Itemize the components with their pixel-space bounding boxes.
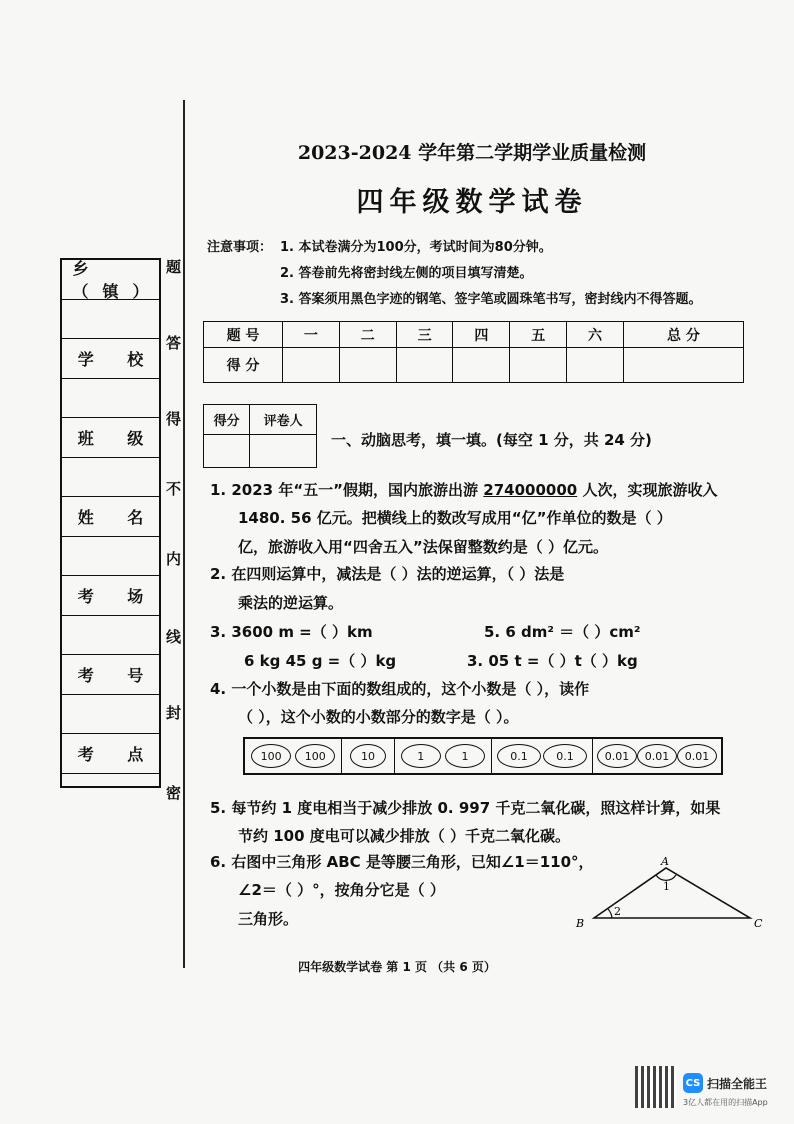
question-6-line[interactable]: ∠2＝（ ）°，按角分它是（ ） [238, 881, 445, 899]
score-cell[interactable] [567, 348, 624, 383]
vertex-label-b: B [576, 917, 585, 930]
question-text: 人次，实现旅游收入 [577, 481, 718, 499]
info-field-label: 姓 名 [62, 497, 159, 537]
exam-title: 四年级数学试卷 [356, 187, 588, 218]
notice-item: 2. 答卷前先将密封线左侧的项目填写清楚。 [280, 266, 533, 281]
counter-chip: 0.01 [597, 744, 637, 768]
score-header-cell: 三 [396, 322, 453, 348]
question-1-line[interactable]: 1480. 56 亿元。把横线上的数改写成用“亿”作单位的数是（ ） [238, 509, 672, 527]
info-field-blank[interactable] [62, 774, 159, 814]
question-3-part[interactable]: 5. 6 dm² ＝（ ）cm² [484, 623, 641, 641]
counter-chip: 100 [295, 744, 335, 768]
counter-group-tenths [492, 739, 593, 773]
info-field-label: 乡（镇） [62, 260, 159, 300]
score-cell[interactable] [339, 348, 396, 383]
qr-code-icon [635, 1066, 677, 1108]
underlined-number: 274000000 [483, 481, 578, 499]
score-header-cell: 四 [453, 322, 510, 348]
score-header-cell: 题 号 [204, 322, 283, 348]
grader-table [203, 404, 317, 468]
info-field-blank[interactable] [62, 695, 159, 735]
question-6-line: 6. 右图中三角形 ABC 是等腰三角形，已知∠1＝110°， [210, 853, 594, 871]
question-2-line: 乘法的逆运算。 [238, 594, 344, 612]
question-5-line: 5. 每节约 1 度电相当于减少排放 0. 997 千克二氧化碳，照这样计算，如果 [210, 799, 721, 817]
score-row-label: 得 分 [204, 348, 283, 383]
counter-group-hundredths [593, 739, 721, 773]
score-header-cell: 一 [283, 322, 340, 348]
question-4-line[interactable]: （ ），这个小数的小数部分的数字是（ ）。 [238, 708, 519, 726]
question-4-line[interactable]: 4. 一个小数是由下面的数组成的，这个小数是（ ），读作 [210, 680, 590, 698]
seal-char: 线 [166, 628, 182, 646]
question-text: 1. 2023 年“五一”假期，国内旅游出游 [210, 481, 484, 499]
counter-group-hundreds [245, 739, 342, 773]
grader-score-label: 得分 [204, 405, 250, 435]
info-field-label: 考 号 [62, 655, 159, 695]
student-info-box [60, 258, 161, 788]
counter-chip: 1 [445, 744, 485, 768]
counter-chip: 0.1 [497, 744, 541, 768]
info-field-blank[interactable] [62, 616, 159, 656]
seal-char: 题 [166, 258, 182, 276]
notice-item: 3. 答案须用黑色字迹的钢笔、签字笔或圆珠笔书写，密封线内不得答题。 [280, 292, 702, 307]
counter-chip: 0.01 [637, 744, 677, 768]
vertex-label-c: C [754, 917, 763, 930]
place-value-counters [243, 737, 723, 775]
score-cell[interactable] [396, 348, 453, 383]
seal-char: 内 [166, 550, 182, 568]
seal-char: 得 [166, 410, 182, 428]
score-table [203, 321, 744, 383]
info-field-blank[interactable] [62, 458, 159, 498]
score-header-cell: 五 [510, 322, 567, 348]
scanner-app-name: 扫描全能王 [707, 1077, 768, 1091]
angle-2-label: 2 [614, 905, 621, 918]
grader-score-cell[interactable] [204, 435, 250, 468]
info-field-blank[interactable] [62, 537, 159, 577]
section-title: 一、动脑思考，填一填。(每空 1 分，共 24 分) [331, 431, 652, 449]
angle-1-label: 1 [663, 880, 670, 893]
score-cell[interactable] [623, 348, 743, 383]
score-header-cell: 总 分 [623, 322, 743, 348]
score-cell[interactable] [510, 348, 567, 383]
question-1-line [210, 479, 717, 500]
question-3-part[interactable]: 3. 3600 m =（ ）km [210, 623, 373, 641]
info-field-blank[interactable] [62, 300, 159, 340]
exam-term-title: 2023-2024 学年第二学期学业质量检测 [297, 142, 647, 164]
counter-chip: 0.01 [677, 744, 717, 768]
info-field-blank[interactable] [62, 379, 159, 419]
triangle-abc-figure [572, 852, 768, 932]
seal-char: 答 [166, 334, 182, 352]
seal-line [183, 100, 185, 968]
counter-chip: 0.1 [543, 744, 587, 768]
scanner-app-tagline: 3亿人都在用的扫描App [683, 1098, 768, 1107]
page-footer: 四年级数学试卷 第 1 页 （共 6 页） [298, 960, 496, 974]
notice-label: 注意事项： [207, 240, 273, 255]
counter-chip: 100 [251, 744, 291, 768]
vertex-label-a: A [661, 855, 669, 868]
question-3-part[interactable]: 3. 05 t =（ ）t（ ）kg [467, 652, 638, 670]
info-field-label: 班 级 [62, 418, 159, 458]
question-1-line[interactable]: 亿，旅游收入用“四舍五入”法保留整数约是（ ）亿元。 [238, 538, 608, 556]
counter-chip: 10 [350, 744, 386, 768]
seal-char: 封 [166, 704, 182, 722]
question-5-line[interactable]: 节约 100 度电可以减少排放（ ）千克二氧化碳。 [238, 827, 570, 845]
score-cell[interactable] [283, 348, 340, 383]
grader-name-cell[interactable] [250, 435, 317, 468]
info-field-label: 考 场 [62, 576, 159, 616]
score-cell[interactable] [453, 348, 510, 383]
question-3-part[interactable]: 6 kg 45 g =（ ）kg [244, 652, 397, 670]
score-header-cell: 二 [339, 322, 396, 348]
score-header-cell: 六 [567, 322, 624, 348]
seal-char: 不 [166, 480, 182, 498]
notice-item: 1. 本试卷满分为100分，考试时间为80分钟。 [280, 240, 552, 255]
question-2-line[interactable]: 2. 在四则运算中，减法是（ ）法的逆运算，（ ）法是 [210, 565, 565, 583]
question-6-line: 三角形。 [238, 910, 299, 928]
seal-char: 密 [166, 784, 182, 802]
counter-group-tens [342, 739, 394, 773]
camscanner-logo-icon: CS [683, 1073, 703, 1093]
angle-2-arc [608, 909, 612, 918]
info-field-label: 考 点 [62, 734, 159, 774]
counter-chip: 1 [401, 744, 441, 768]
info-field-label: 学 校 [62, 339, 159, 379]
grader-name-label: 评卷人 [250, 405, 317, 435]
counter-group-ones [395, 739, 492, 773]
